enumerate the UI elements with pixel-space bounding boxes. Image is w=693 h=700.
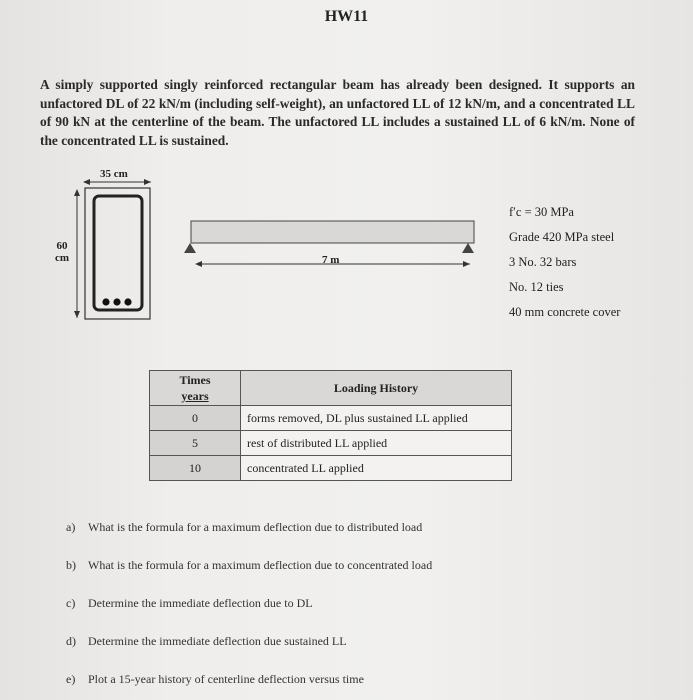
rebar-3 [124,298,131,305]
question-text: Plot a 15-year history of centerline deflection versus time [88,672,364,686]
section-height-value: 60 [56,240,68,252]
right-support [462,243,474,253]
question-d [66,634,347,649]
property-ties: No. 12 ties [509,280,564,294]
row-event: forms removed, DL plus sustained LL applied [241,406,512,431]
question-label: a) [66,520,76,534]
question-text: Determine the immediate deflection due to DL [88,596,313,610]
question-a [66,520,422,535]
question-text: What is the formula for a maximum deflection due to distributed load [88,520,423,534]
table-row [150,431,512,456]
section-height-unit: cm [55,252,70,264]
table-header-time [150,371,241,406]
table-row [150,456,512,481]
row-event: concentrated LL applied [241,456,512,481]
header-years: years [181,389,209,403]
property-bars: 3 No. 32 bars [509,255,577,269]
table-row [150,406,512,431]
loading-history-table [149,370,512,481]
span-label: 7 m [322,254,340,266]
row-time: 5 [150,431,241,456]
left-support [184,243,196,253]
table-header-row [150,371,512,406]
material-properties [509,200,620,325]
question-text: What is the formula for a maximum deflection due to concentrated load [88,558,433,572]
rebar-2 [113,298,120,305]
question-text: Determine the immediate deflection due sustained LL [88,634,347,648]
property-steel-grade: Grade 420 MPa steel [509,230,615,244]
question-label: c) [66,596,76,610]
property-cover: 40 mm concrete cover [509,305,621,319]
row-time: 10 [150,456,241,481]
question-e [66,672,364,687]
row-time: 0 [150,406,241,431]
row-event: rest of distributed LL applied [241,431,512,456]
section-width-label: 35 cm [100,168,128,180]
question-b [66,558,432,573]
property-fc: f′c = 30 MPa [509,205,574,219]
table-header-loading: Loading History [241,371,512,406]
question-c [66,596,313,611]
section-height-label [55,240,69,264]
question-label: e) [66,672,76,686]
beam-elevation [191,221,474,243]
problem-statement: A simply supported singly reinforced rectangular beam has already been designed. It supports an unfactored DL of 22 kN/m (including self-weight), an unfactored LL of 12 kN/m, and a concentrated LL of 90 kN at the centerline of the beam. The unfactored LL includes a sustained LL of 6 kN/m. None of the concentrated LL is sustained. [40,77,635,148]
question-label: b) [66,558,76,572]
rebar-1 [102,298,109,305]
header-times: Times [179,373,211,387]
question-label: d) [66,634,76,648]
stirrup [94,196,142,310]
page-title: HW11 [324,8,369,25]
